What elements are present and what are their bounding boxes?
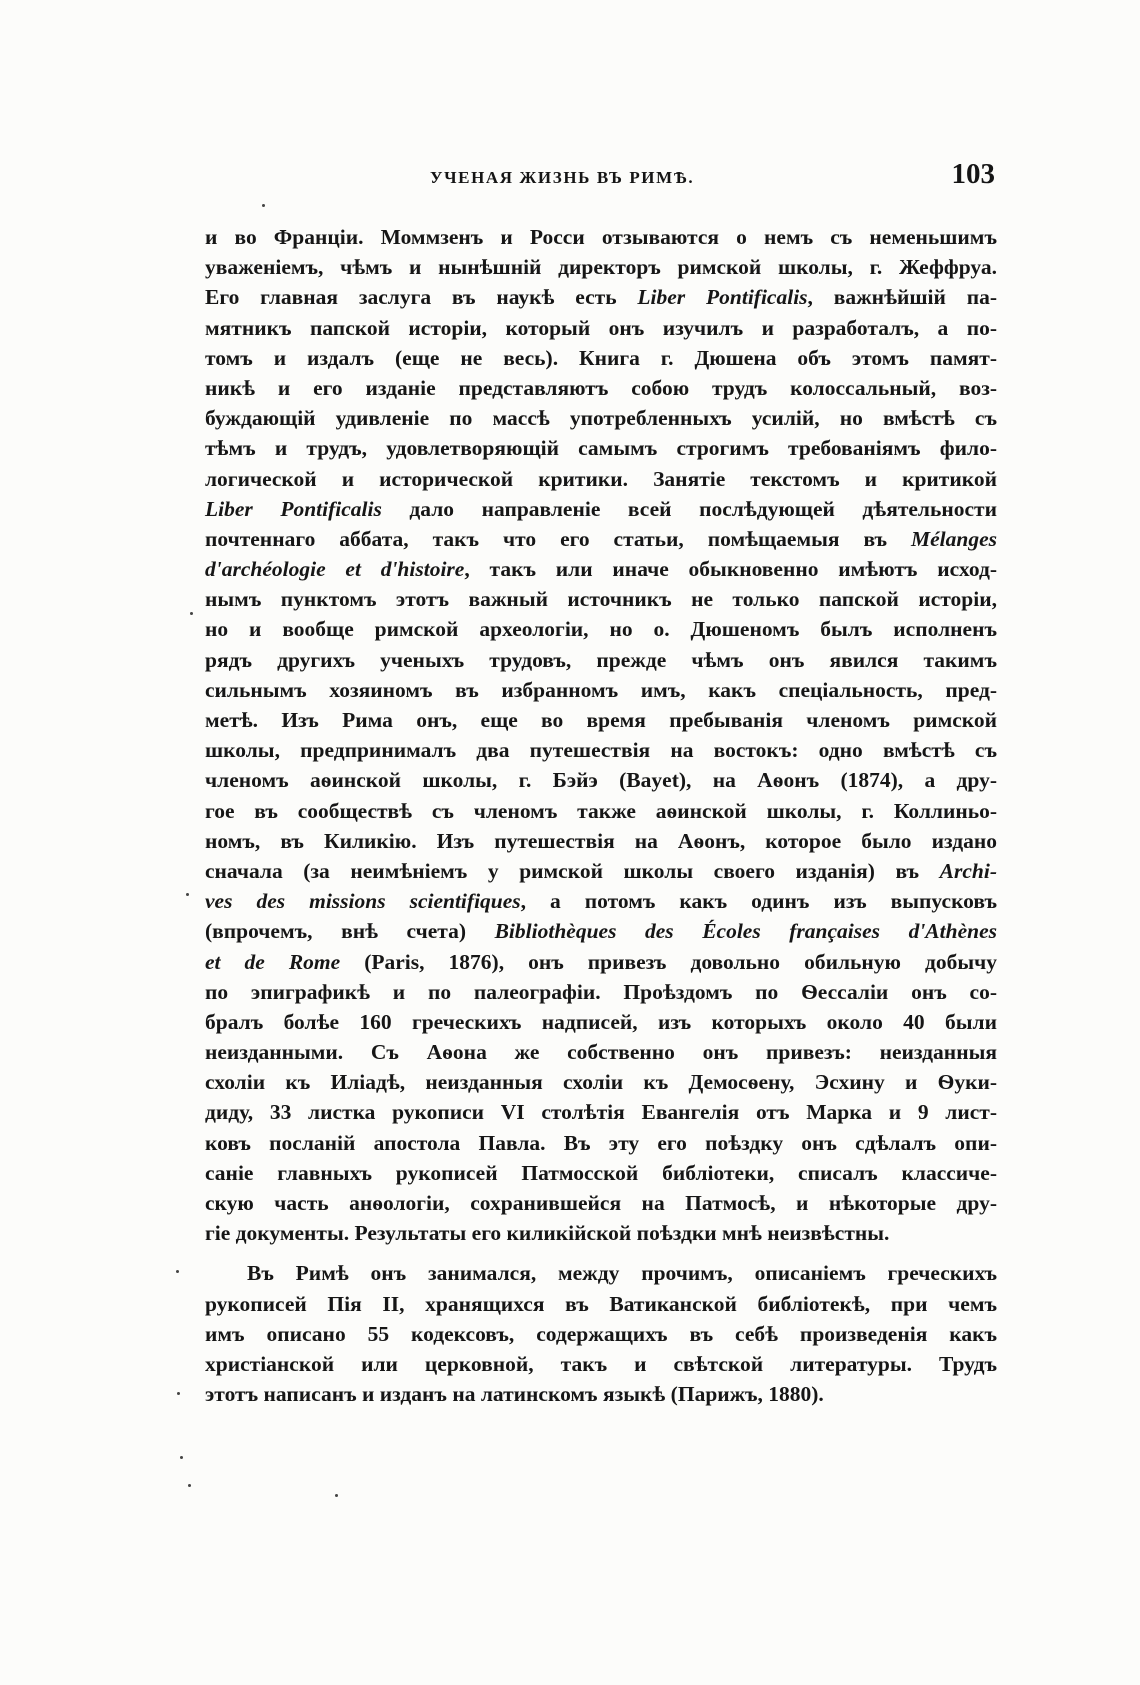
text-segment: сначала (за неимѣнiемъ у римской школы своего изданiя) въ [205,858,940,883]
text-line [205,554,997,584]
scan-speck [262,204,265,207]
text-segment: христiанской или церковной, такъ и свѣтской литературы. Трудъ [205,1351,997,1376]
text-segment: почтеннаго аббата, такъ что его статьи, помѣщаемыя въ [205,526,911,551]
text-line [205,1258,997,1288]
text-segment: и во Францiи. Моммзенъ и Росси отзываются о немъ съ неменьшимъ [205,225,997,249]
text-segment: нымъ пунктомъ этотъ важный источникъ не только папской исторiи, [205,587,997,612]
running-head: УЧЕНАЯ ЖИЗНЬ ВЪ РИМѢ. [430,168,695,187]
text-line [205,464,997,494]
text-segment: рукописей Пiя II, хранящихся въ Ватиканской библiотекѣ, при чемъ [205,1291,997,1316]
text-segment: бралъ болѣе 160 греческихъ надписей, изъ которыхъ около 40 были [205,1009,997,1034]
text-line [205,1379,997,1409]
text-line [205,524,997,554]
scan-speck [186,893,189,896]
text-segment: (впрочемъ, внѣ счета) [205,919,495,944]
text-line [205,1067,997,1097]
text-line [205,222,997,252]
scan-speck [177,1392,180,1395]
text-line [205,614,997,644]
text-line [205,1289,997,1319]
text-line [205,886,997,916]
page-number: 103 [951,158,995,190]
text-segment: дало направленiе всей послѣдующей дѣятельности [381,496,997,521]
body-text [205,222,997,1409]
text-segment: , а потомъ какъ одинъ изъ выпусковъ [520,889,997,914]
text-segment: уваженiемъ, чѣмъ и нынѣшнiй директоръ римской школы, г. Жеффруа. [205,255,997,280]
text-line [205,796,997,826]
text-line [205,252,997,282]
text-line [205,705,997,735]
page-header [195,158,995,198]
text-segment: тѣмъ и трудъ, удовлетворяющiй самымъ строгимъ требованiямъ фило- [205,436,997,461]
text-segment: гое въ сообществѣ съ членомъ также аѳинской школы, г. Коллиньо- [205,798,997,823]
italic-title: Liber Pontificalis [637,285,808,310]
text-segment: томъ и издалъ (еще не весь). Книга г. Дюшена объ этомъ памят- [205,345,997,370]
text-segment: но и вообще римской археологiи, но о. Дюшеномъ былъ исполненъ [205,617,997,642]
text-line [205,403,997,433]
scan-speck [176,1270,179,1273]
text-line [205,584,997,614]
text-segment: скую часть анѳологiи, сохранившейся на Патмосѣ, и нѣкоторые дру- [205,1191,997,1215]
text-segment: рядъ другихъ ученыхъ трудовъ, прежде чѣмъ онъ явился такимъ [205,647,997,672]
text-line [205,433,997,463]
text-segment: санiе главныхъ рукописей Патмосской библiотеки, списалъ классиче- [205,1160,997,1185]
text-segment: схолiи къ Илiадѣ, неизданныя схолiи къ Демосѳену, Эсхину и Ѳуки- [205,1070,997,1095]
italic-title: et de Rome [205,949,341,974]
italic-title: ves des missions scientifiques [205,889,521,914]
text-line [205,1218,997,1248]
text-line [205,765,997,795]
text-line [205,373,997,403]
text-segment: диду, 33 листка рукописи VI столѣтiя Евангелiя отъ Марка и 9 лист- [205,1100,997,1125]
text-segment: имъ описано 55 кодексовъ, содержащихъ въ себѣ произведенiя какъ [205,1321,997,1346]
text-line [205,977,997,1007]
text-line [205,645,997,675]
text-line [205,735,997,765]
text-line [205,1128,997,1158]
text-segment: (Paris, 1876), онъ привезъ довольно обильную добычу [340,949,998,974]
text-segment: по эпиграфикѣ и по палеографiи. Проѣздомъ по Ѳессалiи онъ со- [205,979,997,1004]
italic-title: Archi- [939,858,997,883]
scan-speck [335,1494,338,1497]
text-segment: логической и исторической критики. Занятiе текстомъ и критикой [205,466,997,491]
text-line [205,856,997,886]
text-line [205,494,997,524]
italic-title: Liber Pontificalis [205,496,382,521]
italic-title: Bibliothèques des Écoles françaises d'Athènes [494,919,997,944]
text-segment: номъ, въ Киликiю. Изъ путешествiя на Аѳонъ, которое было издано [205,828,997,853]
scan-speck [180,1456,183,1459]
text-segment: членомъ аѳинской школы, г. Бэйэ (Bayet), на Аѳонъ (1874), а дру- [205,768,997,793]
text-segment: школы, предпринималъ два путешествiя на востокъ: одно вмѣстѣ съ [205,738,997,763]
text-segment: Его главная заслуга въ наукѣ есть [205,285,638,310]
text-line [205,1349,997,1379]
text-segment: ковъ посланiй апостола Павла. Въ эту его поѣздку онъ сдѣлалъ опи- [205,1130,997,1155]
text-line [205,1188,997,1218]
text-line [205,1319,997,1349]
text-segment: Въ Римѣ онъ занимался, между прочимъ, описанiемъ греческихъ [247,1261,997,1286]
text-line [205,675,997,705]
text-segment: никѣ и его изданiе представляютъ собою трудъ колоссальный, воз- [205,375,997,400]
text-line [205,1037,997,1067]
italic-title: Mélanges [911,526,997,551]
paragraph-gap [205,1248,997,1258]
text-segment: неизданными. Съ Аѳона же собственно онъ привезъ: неизданныя [205,1040,997,1065]
text-line [205,313,997,343]
text-segment: этотъ написанъ и изданъ на латинскомъ языкѣ (Парижъ, 1880). [205,1382,824,1407]
text-line [205,343,997,373]
text-line [205,947,997,977]
text-line [205,826,997,856]
text-line [205,282,997,312]
text-line [205,1158,997,1188]
paragraph [205,222,997,1248]
text-segment: , такъ или иначе обыкновенно имѣютъ исход- [464,557,997,582]
text-segment: гiе документы. Результаты его киликiйской поѣздки мнѣ неизвѣстны. [205,1221,890,1246]
italic-title: d'archéologie et d'histoire [205,557,465,582]
text-segment: , важнѣйшiй па- [807,285,998,310]
text-line [205,1007,997,1037]
scan-speck [188,1484,191,1487]
text-segment: метѣ. Изъ Рима онъ, еще во время пребыванiя членомъ римской [205,708,997,732]
text-line [205,1097,997,1127]
text-segment: буждающiй удивленiе по массѣ употребленныхъ усилiй, но вмѣстѣ съ [205,406,997,431]
paragraph [205,1258,997,1409]
text-line [205,916,997,946]
text-segment: сильнымъ хозяиномъ въ избранномъ имъ, какъ спецiальность, пред- [205,677,997,702]
text-segment: мятникъ папской исторiи, который онъ изучилъ и разработалъ, а по- [205,315,997,340]
scan-speck [190,612,193,615]
